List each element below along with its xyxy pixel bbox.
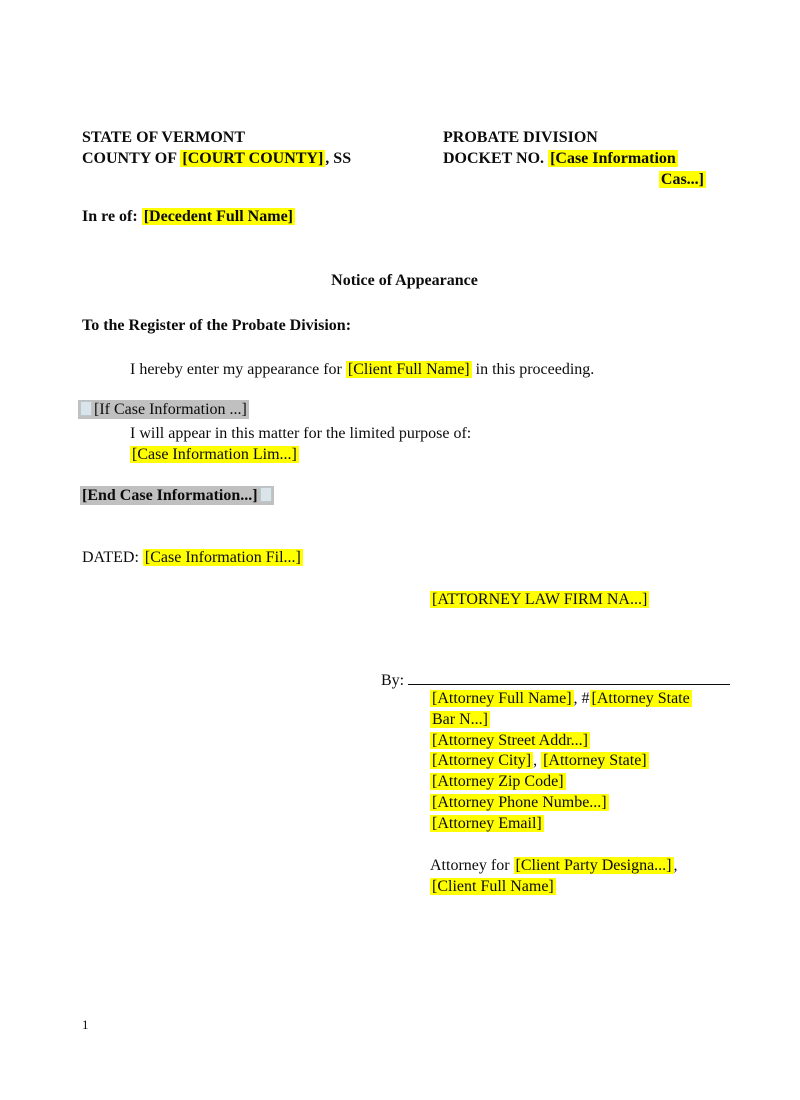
appearance-paragraph — [130, 359, 594, 380]
conditional-end-tag[interactable] — [80, 486, 274, 505]
attorney-zip-field[interactable]: [Attorney Zip Code] — [432, 773, 564, 791]
attorney-phone-field[interactable]: [Attorney Phone Numbe...] — [432, 793, 607, 811]
attorney-name-separator: , # — [573, 690, 590, 707]
conditional-start-line — [78, 399, 249, 420]
state-line: STATE OF VERMONT — [82, 129, 245, 146]
conditional-end-label: [End Case Information...] — [82, 487, 258, 504]
client-name-field-2[interactable]: [Client Full Name] — [432, 878, 554, 895]
dated-line — [82, 547, 303, 568]
salutation: To the Register of the Probate Division: — [82, 317, 352, 334]
attorney-city-state-line — [430, 751, 692, 772]
docket-prefix: DOCKET NO. — [443, 150, 549, 167]
signature-blank-line[interactable] — [408, 667, 730, 685]
attorney-street-field[interactable]: [Attorney Street Addr...] — [432, 731, 588, 749]
law-firm-field[interactable]: [ATTORNEY LAW FIRM NA...] — [432, 591, 648, 608]
attorney-for-block — [430, 855, 678, 897]
attorney-phone-line — [430, 793, 692, 814]
client-name-field[interactable]: [Client Full Name] — [347, 361, 470, 378]
law-firm-line — [430, 589, 649, 610]
decedent-name-field[interactable]: [Decedent Full Name] — [143, 208, 293, 225]
attorney-name-field[interactable]: [Attorney Full Name] — [432, 690, 572, 707]
limited-purpose-field[interactable]: [Case Information Lim...] — [132, 446, 297, 463]
limited-purpose-line: I will appear in this matter for the limited purpose of: — [130, 425, 472, 442]
attorney-bar-field-start[interactable]: [Attorney State — [591, 690, 690, 707]
in-re-line — [82, 206, 295, 227]
attorney-street-line — [430, 731, 692, 752]
city-state-separator: , — [533, 752, 542, 770]
attorney-bar-wrap-line — [430, 710, 692, 731]
page-number: 1 — [82, 1017, 89, 1032]
attorney-for-prefix: Attorney for — [430, 857, 514, 874]
client-party-field[interactable]: [Client Party Designa...] — [515, 857, 672, 874]
dated-prefix: DATED: — [82, 549, 143, 566]
attorney-for-client-line — [430, 876, 678, 897]
docket-number-field[interactable]: [Case Information — [550, 150, 676, 167]
signature-by-line — [381, 667, 730, 691]
caption-right — [443, 127, 706, 190]
attorney-email-field[interactable]: [Attorney Email] — [432, 814, 542, 832]
field-marker-icon — [80, 401, 92, 416]
by-label: By: — [381, 672, 409, 689]
docket-wrap-line — [659, 169, 706, 190]
attorney-zip-line — [430, 772, 692, 793]
attorney-for-suffix: , — [673, 857, 678, 874]
caption-left — [82, 127, 351, 169]
appearance-suffix: in this proceeding. — [471, 361, 595, 378]
in-re-prefix: In re of: — [82, 208, 142, 225]
limited-purpose-field-line — [130, 444, 299, 465]
filing-date-field[interactable]: [Case Information Fil...] — [144, 549, 301, 566]
attorney-for-line — [430, 855, 678, 876]
appearance-prefix: I hereby enter my appearance for — [130, 361, 346, 378]
conditional-start-label: [If Case Information ...] — [94, 401, 247, 418]
attorney-city-field[interactable]: [Attorney City] — [432, 752, 532, 770]
attorney-name-line — [430, 689, 692, 710]
conditional-end-line — [80, 485, 274, 506]
attorney-email-line — [430, 814, 692, 835]
attorney-state-field[interactable]: [Attorney State] — [543, 752, 647, 770]
county-line — [82, 148, 351, 169]
division-line: PROBATE DIVISION — [443, 129, 598, 146]
docket-line — [443, 148, 706, 169]
docket-number-field-wrap[interactable]: Cas...] — [660, 171, 704, 188]
document-title: Notice of Appearance — [331, 272, 478, 289]
field-marker-icon — [260, 487, 272, 502]
attorney-bar-field-wrap[interactable]: Bar N...] — [432, 710, 488, 728]
court-county-field[interactable]: [COURT COUNTY] — [182, 150, 324, 167]
county-prefix: COUNTY OF — [82, 150, 181, 167]
conditional-start-tag[interactable] — [78, 400, 249, 419]
county-suffix: , SS — [325, 150, 352, 167]
attorney-info-block — [430, 689, 692, 835]
